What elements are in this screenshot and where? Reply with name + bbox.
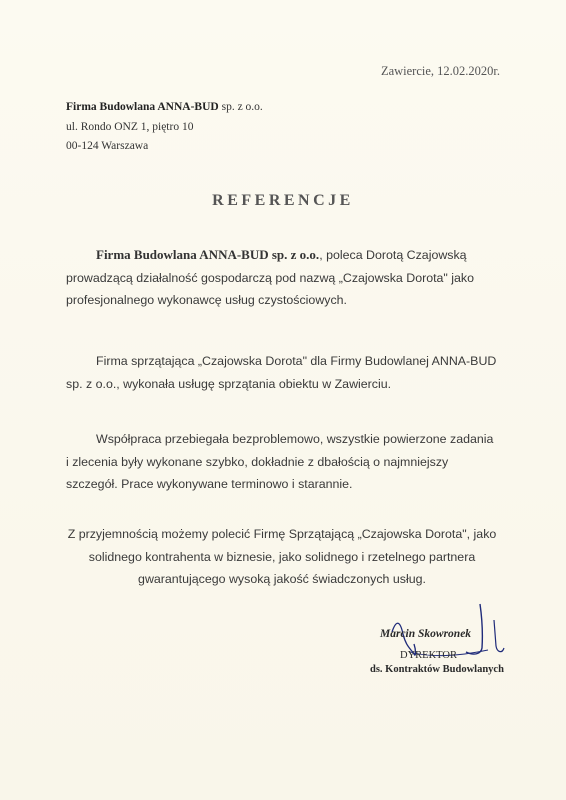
signatory-role: DYREKTOR [400, 650, 457, 661]
paragraph-1-company: Firma Budowlana ANNA-BUD sp. z o.o. [96, 247, 320, 262]
letter-date: Zawiercie, 12.02.2020r. [380, 64, 500, 78]
paragraph-1-text: , poleca Dorotą Czajowską prowadzącą działalność gospodarczą pod nazwą „Czajowska Dorota" jako profesjonalnego wykonawcę usług czystościowych. [66, 248, 475, 307]
document-title: REFERENCJE [212, 192, 354, 209]
recipient-company: Firma Budowlana ANNA-BUD [66, 101, 219, 113]
paragraph-4-text: Z przyjemnością możemy polecić Firmę Sprzątającą „Czajowska Dorota", jako solidnego kontrahenta w biznesie, jako solidnego i rzetelnego partnera gwarantującego wysoką jakość świadczonych usług. [67, 527, 497, 586]
paragraph-3-text: Współpraca przebiegała bezproblemowo, wszystkie powierzone zadania i zlecenia były wykonane szybko, dokładnie z dbałością o najmniejszy szczegół. Prace wykonywane terminowo i starannie. [66, 432, 494, 491]
recipient-company-line [66, 98, 263, 118]
paragraph-3 [66, 428, 498, 496]
recipient-address [66, 98, 263, 157]
paragraph-1 [66, 244, 498, 312]
paragraph-2-text: Firma sprzątająca „Czajowska Dorota" dla Firmy Budowlanej ANNA-BUD sp. z o.o., wykonała usługę sprzątania obiektu w Zawierciu. [66, 354, 497, 391]
signatory-name: Marcin Skowronek [380, 628, 472, 640]
paragraph-4 [66, 523, 498, 591]
signatory-department: ds. Kontraktów Budowlanych [370, 664, 504, 675]
paragraph-2 [66, 350, 498, 395]
recipient-street: ul. Rondo ONZ 1, piętro 10 [66, 120, 194, 133]
recipient-company-suffix: sp. z o.o. [218, 101, 263, 113]
recipient-city: 00-124 Warszawa [66, 140, 149, 152]
